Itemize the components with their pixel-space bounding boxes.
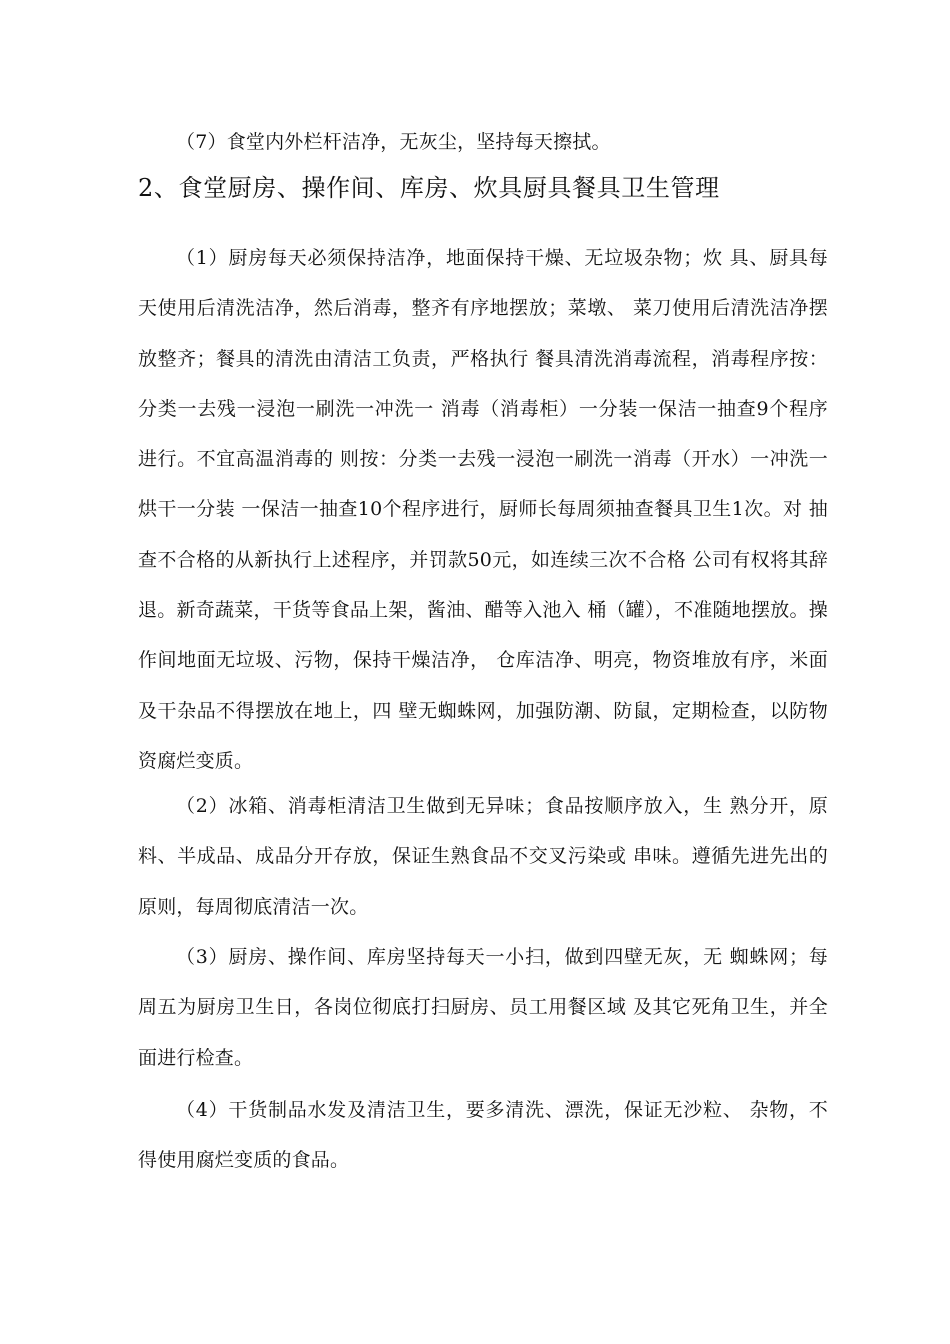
paragraph-item-3: （3）厨房、操作间、库房坚持每天一小扫，做到四壁无灰，无 蜘蛛网；每周五为厨房卫生日，各岗位彻底打扫厨房、员工用餐区域 及其它死角卫生，并全面进行检查。 [138, 946, 828, 1069]
paragraph-item-7: （7）食堂内外栏杆洁净，无灰尘，坚持每天擦拭。 [176, 131, 611, 153]
paragraph-item-1: （1）厨房每天必须保持洁净，地面保持干燥、无垃圾杂物；炊 具、厨具每天使用后清洗洁净，然后消毒，整齐有序地摆放；菜墩、 菜刀使用后清洗洁净摆放整齐；餐具的清洗由清洁工负责，严格执行 餐具清洗消毒流程，消毒程序按：分类一去残一浸泡一刷洗一冲洗一 消毒（消毒柜）一分装一保洁一抽查9个程序进行。不宜高温消毒的 则按：分类一去残一浸泡一刷洗一消毒（开水）一冲洗一烘干一分装 一保洁一抽查10个程序进行，厨师长每周须抽查餐具卫生1次。对 抽查不合格的从新执行上述程序，并罚款50元，如连续三次不合格 公司有权将其辞退。新奇蔬菜，干货等食品上架，酱油、醋等入池入 桶（罐），不准随地摆放。操作间地面无垃圾、污物，保持干燥洁净， 仓库洁净、明亮，物资堆放有序，米面及干杂品不得摆放在地上，四 壁无蜘蛛网，加强防潮、防鼠，定期检查，以防物资腐烂变质。 [138, 247, 828, 772]
paragraph-item-4: （4）干货制品水发及清洁卫生，要多清洗、漂洗，保证无沙粒、 杂物，不得使用腐烂变质的食品。 [138, 1099, 828, 1172]
paragraph-item-2: （2）冰箱、消毒柜清洁卫生做到无异味；食品按顺序放入，生 熟分开，原料、半成品、成品分开存放，保证生熟食品不交叉污染或 串味。遵循先进先出的原则，每周彻底清洁一次。 [138, 795, 828, 918]
section-heading: 2、食堂厨房、操作间、库房、炊具厨具餐具卫生管理 [138, 174, 720, 202]
